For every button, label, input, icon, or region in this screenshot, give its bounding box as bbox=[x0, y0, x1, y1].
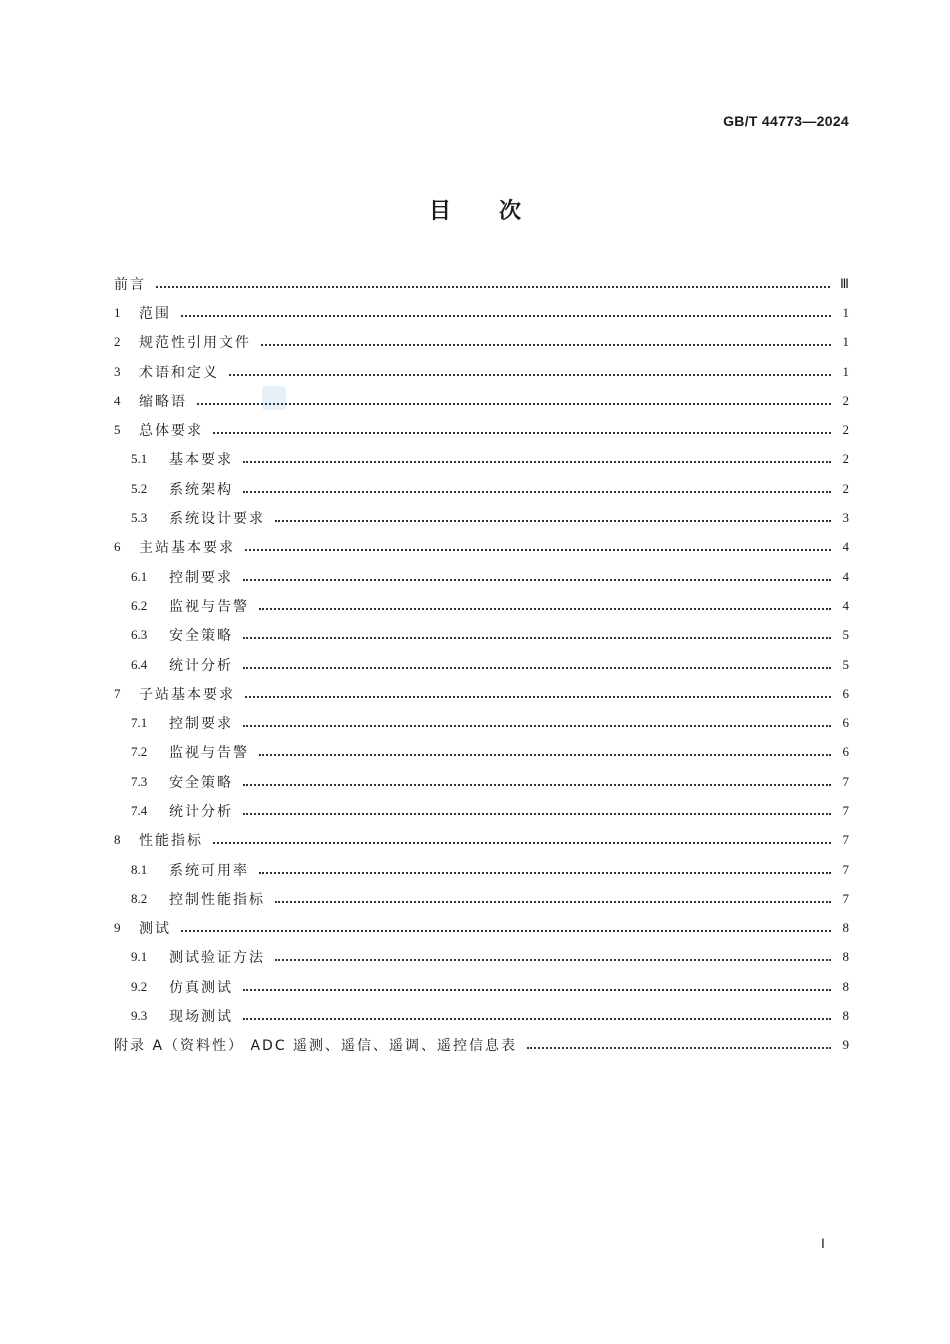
dot-leader bbox=[243, 477, 831, 493]
toc-entry-number: 2 bbox=[114, 334, 121, 350]
toc-entry-number: 9.3 bbox=[131, 1008, 148, 1024]
toc-entry-title: 安全策略 bbox=[169, 774, 233, 791]
dot-leader bbox=[527, 1033, 831, 1049]
dot-leader bbox=[156, 272, 830, 288]
toc-entry-page: 2 bbox=[842, 451, 849, 467]
toc-entry-title: 测试 bbox=[139, 921, 171, 938]
toc-entry-number: 7.4 bbox=[131, 802, 148, 818]
toc-entry-number: 8.2 bbox=[131, 890, 148, 906]
toc-entry-title: 测试验证方法 bbox=[169, 950, 265, 967]
toc-entry-title: 缩略语 bbox=[139, 393, 187, 410]
dot-leader bbox=[213, 828, 831, 844]
dot-leader bbox=[245, 535, 831, 551]
toc-entry-page: 7 bbox=[842, 832, 849, 848]
toc-entry-page: 3 bbox=[842, 510, 849, 526]
toc-entry[interactable] bbox=[114, 972, 849, 1001]
toc-entry[interactable] bbox=[114, 914, 849, 943]
toc-entry-number: 9.1 bbox=[131, 949, 148, 965]
toc-entry-title: 系统设计要求 bbox=[169, 511, 265, 528]
toc-entry-number: 6.4 bbox=[131, 656, 148, 672]
toc-entry-number: 9.2 bbox=[131, 978, 148, 994]
toc-entry-title: 仿真测试 bbox=[169, 979, 233, 996]
toc-entry-title: 附录 A（资料性） ADC 遥测、遥信、遥调、遥控信息表 bbox=[114, 1038, 518, 1055]
dot-leader bbox=[181, 301, 831, 317]
toc-entry-page: 7 bbox=[842, 861, 849, 877]
toc-entry-number: 5.1 bbox=[131, 451, 148, 467]
dot-leader bbox=[275, 887, 831, 903]
dot-leader bbox=[243, 711, 831, 727]
toc-entry-page: 1 bbox=[842, 304, 849, 320]
toc-entry[interactable] bbox=[114, 269, 849, 298]
toc-entry[interactable] bbox=[114, 855, 849, 884]
dot-leader bbox=[229, 360, 831, 376]
toc-entry-number: 6 bbox=[114, 539, 121, 555]
toc-entry-title: 性能指标 bbox=[139, 833, 203, 850]
toc-entry-title: 监视与告警 bbox=[169, 598, 249, 615]
toc-entry-page: 2 bbox=[842, 480, 849, 496]
dot-leader bbox=[243, 1004, 831, 1020]
toc-entry-number: 5 bbox=[114, 422, 121, 438]
toc-entry[interactable] bbox=[114, 474, 849, 503]
toc-entry-page: 9 bbox=[842, 1037, 849, 1053]
toc-entry-title: 总体要求 bbox=[139, 423, 203, 440]
toc-entry-page: 6 bbox=[842, 744, 849, 760]
toc-entry[interactable] bbox=[114, 591, 849, 620]
dot-leader bbox=[243, 975, 831, 991]
table-of-contents bbox=[114, 269, 849, 1060]
toc-entry-page: 2 bbox=[842, 422, 849, 438]
toc-entry-page: 8 bbox=[842, 978, 849, 994]
toc-entry[interactable] bbox=[114, 1031, 849, 1060]
toc-entry-title: 系统可用率 bbox=[169, 862, 249, 879]
toc-entry[interactable] bbox=[114, 386, 849, 415]
toc-entry-number: 4 bbox=[114, 392, 121, 408]
toc-entry[interactable] bbox=[114, 708, 849, 737]
toc-entry-page: 8 bbox=[842, 920, 849, 936]
toc-entry-number: 8.1 bbox=[131, 861, 148, 877]
page-number: Ⅰ bbox=[821, 1236, 825, 1251]
toc-entry-page: 8 bbox=[842, 1008, 849, 1024]
toc-entry[interactable] bbox=[114, 503, 849, 532]
toc-entry[interactable] bbox=[114, 533, 849, 562]
toc-entry-page: 7 bbox=[842, 773, 849, 789]
toc-entry[interactable] bbox=[114, 796, 849, 825]
dot-leader bbox=[243, 799, 831, 815]
toc-entry[interactable] bbox=[114, 884, 849, 913]
toc-entry[interactable] bbox=[114, 445, 849, 474]
toc-entry-number: 5.2 bbox=[131, 480, 148, 496]
toc-entry-title: 现场测试 bbox=[169, 1009, 233, 1026]
toc-entry-page: 7 bbox=[842, 802, 849, 818]
dot-leader bbox=[259, 740, 831, 756]
dot-leader bbox=[243, 447, 831, 463]
dot-leader bbox=[261, 330, 831, 346]
toc-entry-number: 7.3 bbox=[131, 773, 148, 789]
dot-leader bbox=[181, 916, 831, 932]
page-title: 目次 bbox=[428, 199, 569, 224]
toc-entry[interactable] bbox=[114, 650, 849, 679]
toc-entry-number: 6.1 bbox=[131, 568, 148, 584]
toc-entry[interactable] bbox=[114, 621, 849, 650]
toc-entry[interactable] bbox=[114, 767, 849, 796]
toc-entry-page: 5 bbox=[842, 627, 849, 643]
toc-entry[interactable] bbox=[114, 679, 849, 708]
dot-leader bbox=[197, 389, 831, 405]
toc-entry-page: 4 bbox=[842, 568, 849, 584]
toc-entry-number: 7 bbox=[114, 685, 121, 701]
toc-entry-title: 监视与告警 bbox=[169, 745, 249, 762]
toc-entry-title: 前言 bbox=[114, 276, 146, 293]
toc-entry-number: 9 bbox=[114, 920, 121, 936]
toc-entry-title: 主站基本要求 bbox=[139, 540, 235, 557]
toc-entry[interactable] bbox=[114, 826, 849, 855]
toc-entry-title: 术语和定义 bbox=[139, 364, 219, 381]
toc-entry-title: 控制要求 bbox=[169, 716, 233, 733]
toc-entry[interactable] bbox=[114, 1001, 849, 1030]
toc-entry-title: 安全策略 bbox=[169, 628, 233, 645]
toc-entry-title: 控制要求 bbox=[169, 569, 233, 586]
toc-entry[interactable] bbox=[114, 943, 849, 972]
toc-entry-number: 7.2 bbox=[131, 744, 148, 760]
toc-entry-number: 1 bbox=[114, 304, 121, 320]
toc-entry-title: 控制性能指标 bbox=[169, 891, 265, 908]
toc-entry[interactable] bbox=[114, 357, 849, 386]
toc-entry[interactable] bbox=[114, 328, 849, 357]
toc-entry-title: 统计分析 bbox=[169, 803, 233, 820]
toc-entry-page: 8 bbox=[842, 949, 849, 965]
toc-entry-number: 6.2 bbox=[131, 597, 148, 613]
toc-entry[interactable] bbox=[114, 415, 849, 444]
toc-entry-number: 3 bbox=[114, 363, 121, 379]
dot-leader bbox=[243, 623, 831, 639]
toc-entry-title: 基本要求 bbox=[169, 452, 233, 469]
dot-leader bbox=[243, 653, 831, 669]
toc-entry-number: 8 bbox=[114, 832, 121, 848]
standard-code: GB/T 44773—2024 bbox=[723, 113, 849, 129]
toc-entry-page: 7 bbox=[842, 890, 849, 906]
toc-entry[interactable] bbox=[114, 562, 849, 591]
toc-entry-number: 7.1 bbox=[131, 715, 148, 731]
toc-entry-number: 5.3 bbox=[131, 510, 148, 526]
dot-leader bbox=[259, 858, 831, 874]
dot-leader bbox=[275, 506, 831, 522]
toc-entry-number: 6.3 bbox=[131, 627, 148, 643]
dot-leader bbox=[245, 682, 831, 698]
dot-leader bbox=[275, 945, 831, 961]
toc-entry[interactable] bbox=[114, 298, 849, 327]
dot-leader bbox=[259, 594, 831, 610]
toc-entry-page: 2 bbox=[842, 392, 849, 408]
dot-leader bbox=[213, 418, 831, 434]
toc-entry-page: 4 bbox=[842, 539, 849, 555]
toc-entry-title: 规范性引用文件 bbox=[139, 335, 251, 352]
toc-entry-page: 6 bbox=[842, 685, 849, 701]
toc-entry-page: 1 bbox=[842, 363, 849, 379]
toc-entry-page: 6 bbox=[842, 715, 849, 731]
toc-entry-page: 5 bbox=[842, 656, 849, 672]
toc-entry[interactable] bbox=[114, 738, 849, 767]
toc-entry-title: 范围 bbox=[139, 305, 171, 322]
dot-leader bbox=[243, 770, 831, 786]
toc-entry-title: 统计分析 bbox=[169, 657, 233, 674]
toc-entry-page: 4 bbox=[842, 597, 849, 613]
toc-entry-page: 1 bbox=[842, 334, 849, 350]
toc-entry-title: 系统架构 bbox=[169, 481, 233, 498]
dot-leader bbox=[243, 565, 831, 581]
toc-entry-title: 子站基本要求 bbox=[139, 686, 235, 703]
toc-entry-page: Ⅲ bbox=[840, 275, 849, 291]
